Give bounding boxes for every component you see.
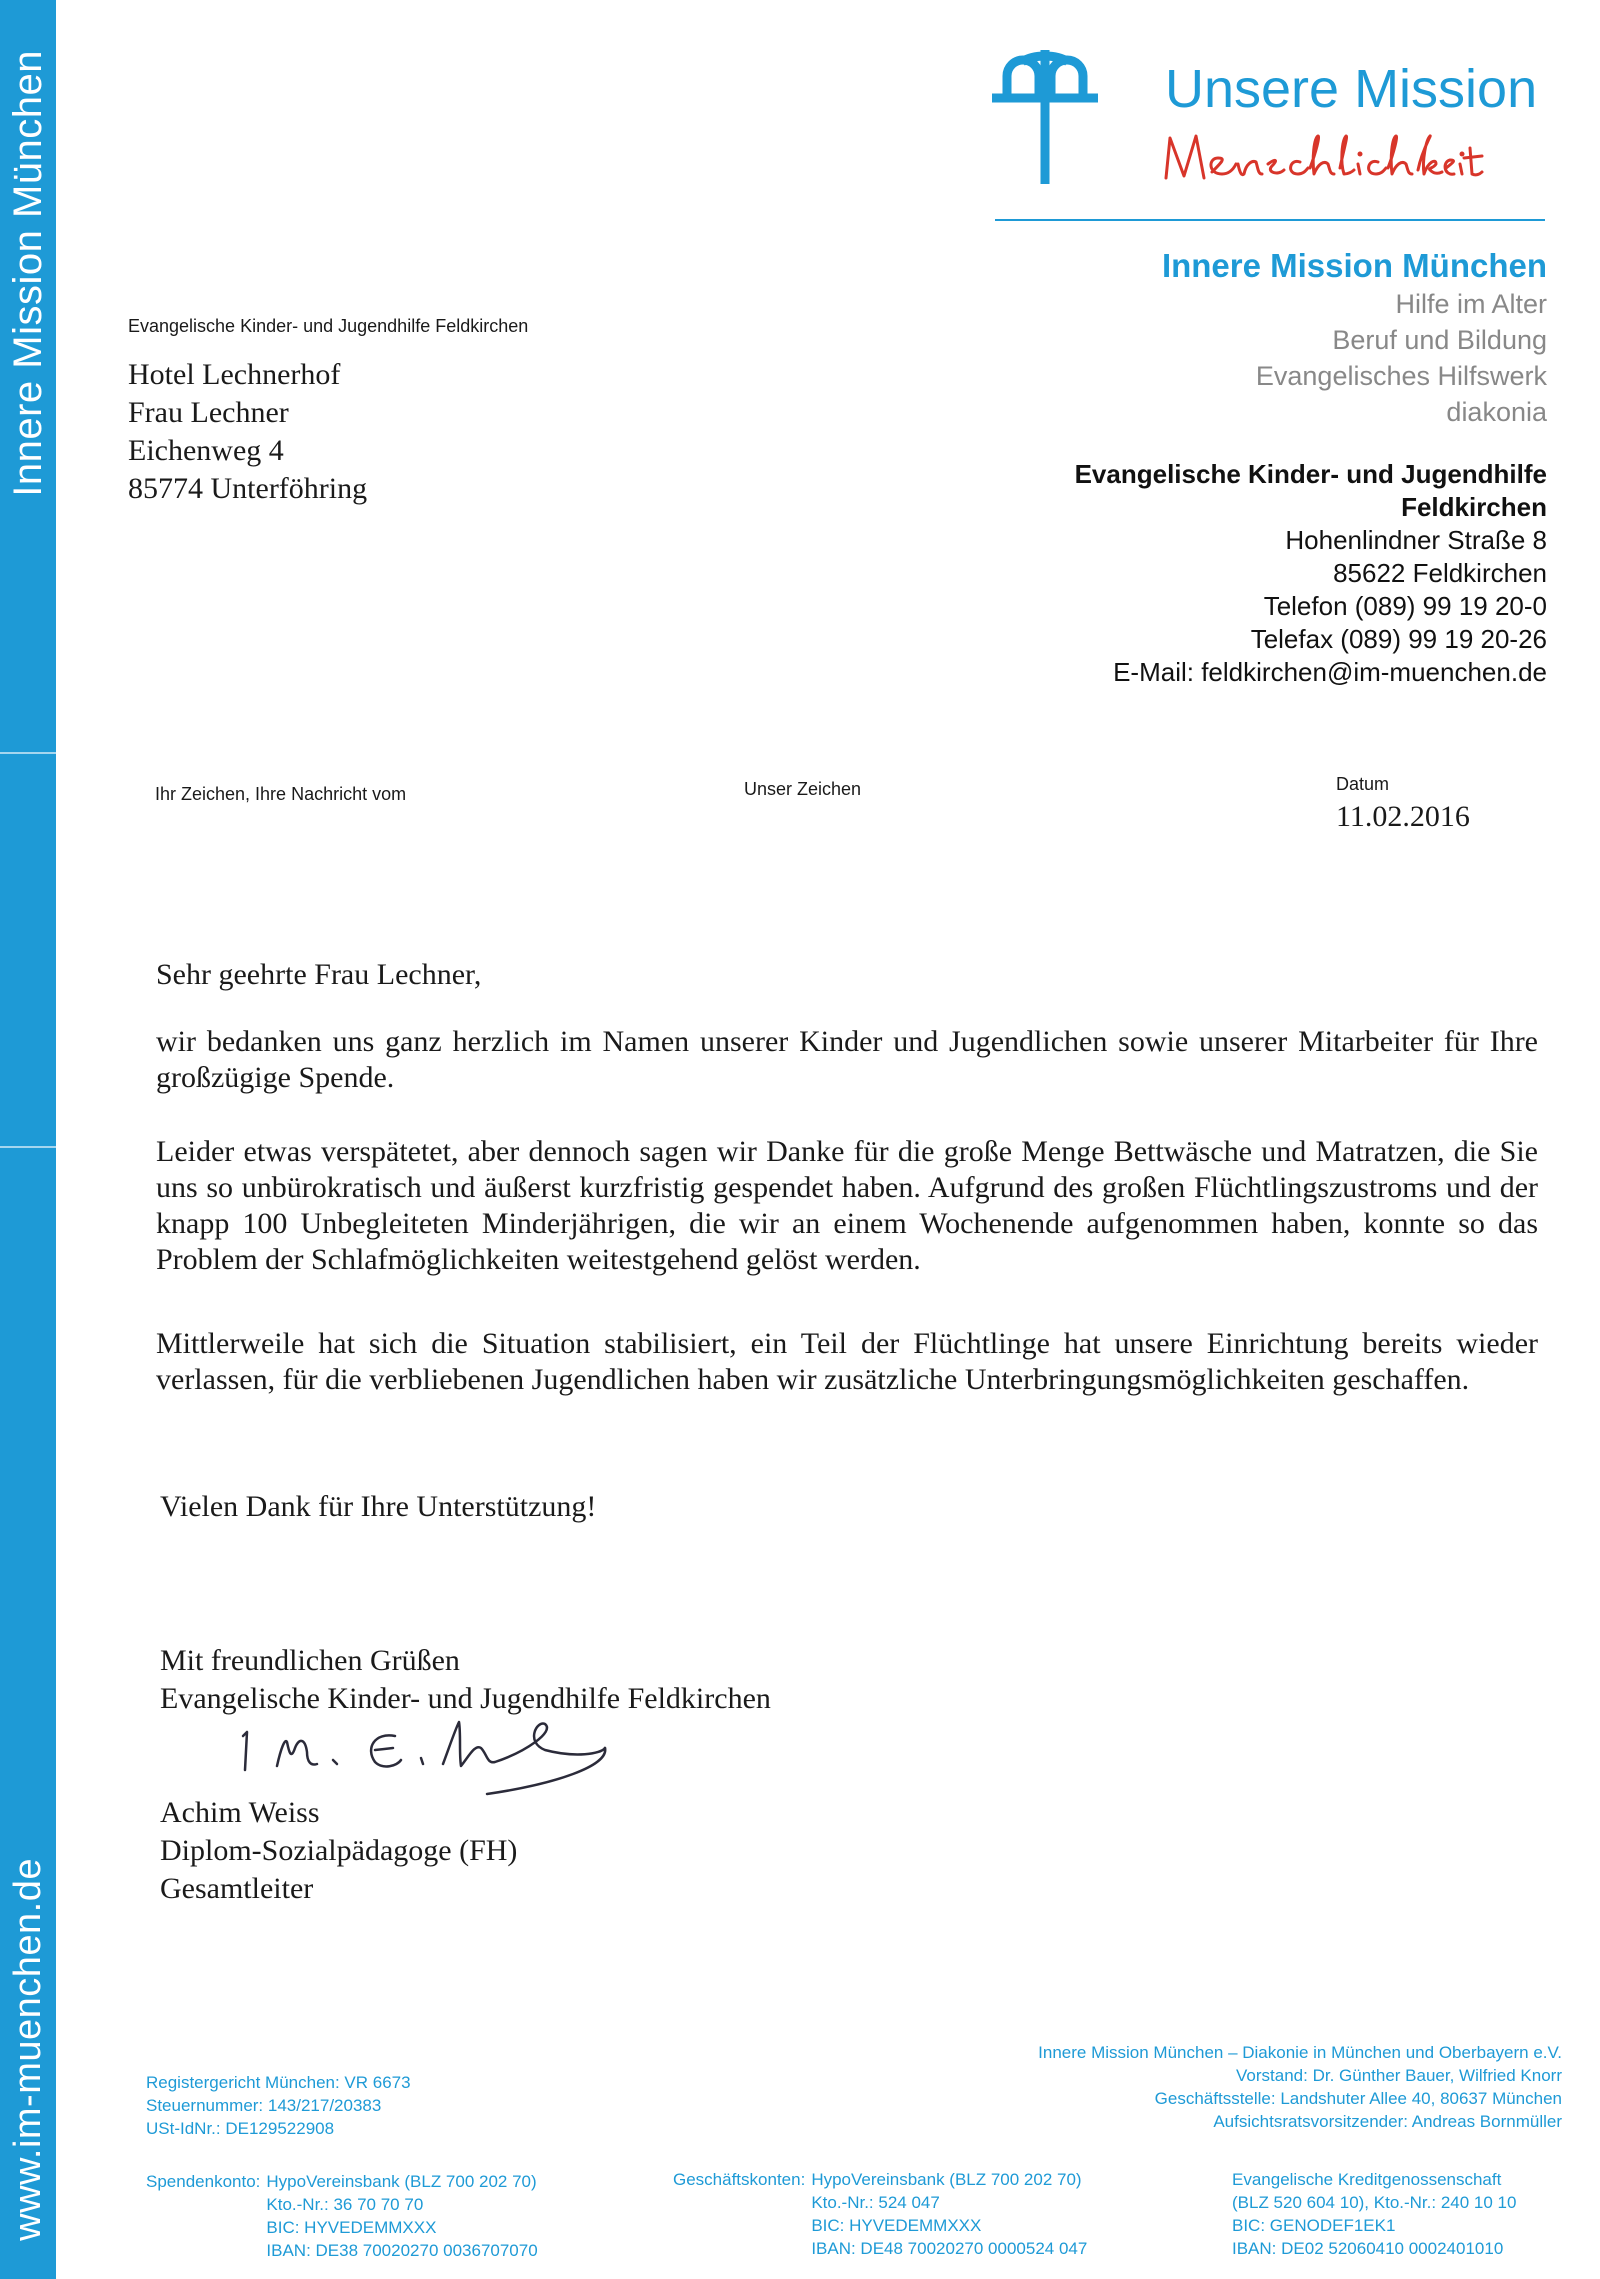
footer-line: USt-IdNr.: DE129522908 bbox=[146, 2119, 335, 2138]
org-division: Beruf und Bildung bbox=[1332, 325, 1547, 355]
footer-donation-account bbox=[146, 2170, 538, 2262]
recipient-line: Hotel Lechnerhof bbox=[128, 358, 341, 391]
letter-date: 11.02.2016 bbox=[1336, 800, 1470, 833]
greeting-org: Evangelische Kinder- und Jugendhilfe Feldkirchen bbox=[160, 1682, 771, 1715]
diakonie-cross-icon bbox=[990, 42, 1100, 187]
account-bank: HypoVereinsbank (BLZ 700 202 70) bbox=[811, 2170, 1082, 2189]
account-iban: IBAN: DE02 52060410 0002401010 bbox=[1232, 2239, 1504, 2258]
signer-role: Gesamtleiter bbox=[160, 1872, 314, 1905]
unit-name: Feldkirchen bbox=[1401, 492, 1547, 522]
date-label: Datum bbox=[1336, 774, 1390, 794]
account-number: Kto.-Nr.: 36 70 70 70 bbox=[266, 2195, 424, 2214]
fold-mark bbox=[0, 1146, 56, 1148]
body-paragraph: Mittlerweile hat sich die Situation stabilisiert, ein Teil der Flüchtlinge hat unsere Einrichtung bereits wieder verlassen, für die verbliebenen Jugendlichen haben wir zusätzliche Unterbringungsmöglichkeiten geschaffen. bbox=[156, 1327, 1538, 1396]
account-bank: Evangelische Kreditgenossenschaft bbox=[1232, 2170, 1502, 2189]
side-strip bbox=[0, 0, 56, 2279]
org-division: diakonia bbox=[1446, 397, 1547, 427]
footer-line: Steuernummer: 143/217/20383 bbox=[146, 2096, 382, 2115]
footer-line: Innere Mission München – Diakonie in München und Oberbayern e.V. bbox=[1038, 2043, 1562, 2062]
ref-our-label: Unser Zeichen bbox=[744, 779, 862, 799]
footer-org-info bbox=[1038, 2041, 1562, 2133]
fold-mark bbox=[0, 752, 56, 754]
unit-phone: Telefon (089) 99 19 20-0 bbox=[1263, 591, 1547, 621]
signer-block bbox=[160, 1794, 517, 1908]
recipient-line: Eichenweg 4 bbox=[128, 434, 284, 467]
footer-line: Aufsichtsratsvorsitzender: Andreas Bornmüller bbox=[1213, 2112, 1562, 2131]
footer-line: Vorstand: Dr. Günther Bauer, Wilfried Knorr bbox=[1236, 2066, 1562, 2085]
salutation: Sehr geehrte Frau Lechner, bbox=[156, 958, 482, 991]
recipient-line: Frau Lechner bbox=[128, 396, 289, 429]
sender-return-line: Evangelische Kinder- und Jugendhilfe Feldkirchen bbox=[128, 316, 529, 336]
org-name: Innere Mission München bbox=[1161, 247, 1547, 284]
side-strip-website: www.im-muenchen.de bbox=[7, 1858, 49, 2241]
unit-city: 85622 Feldkirchen bbox=[1333, 558, 1547, 588]
account-iban: IBAN: DE48 70020270 0000524 047 bbox=[811, 2239, 1088, 2258]
greeting-line: Mit freundlichen Grüßen bbox=[160, 1644, 460, 1677]
side-strip-org-name: Innere Mission München bbox=[6, 50, 50, 497]
unit-fax: Telefax (089) 99 19 20-26 bbox=[1250, 624, 1547, 654]
footer-line: Geschäftsstelle: Landshuter Allee 40, 80637 München bbox=[1154, 2089, 1562, 2108]
ref-their-label: Ihr Zeichen, Ihre Nachricht vom bbox=[155, 784, 407, 804]
unit-name: Evangelische Kinder- und Jugendhilfe bbox=[1074, 459, 1547, 489]
recipient-address bbox=[128, 356, 367, 508]
account-number: (BLZ 520 604 10), Kto.-Nr.: 240 10 10 bbox=[1232, 2193, 1517, 2212]
unit-contact-block bbox=[1075, 458, 1547, 689]
org-division: Evangelisches Hilfswerk bbox=[1255, 361, 1547, 391]
footer-register-info bbox=[146, 2071, 411, 2140]
body-paragraph: Leider etwas verspätetet, aber dennoch sagen wir Danke für die große Menge Bettwäsche und Matratzen, die Sie uns so unbürokratisch und äußerst kurzfristig gespendet haben. Aufgrund des großen Flüchtlingszustroms und der knapp 100 Unbegleiteten Minderjährigen, die wir an einem Wochenende aufgenommen haben, konnte so das Problem der Schlafmöglichkeiten weitestgehend gelöst werden. bbox=[156, 1135, 1538, 1276]
signer-name: Achim Weiss bbox=[160, 1796, 320, 1829]
account-label: Geschäftskonten: bbox=[673, 2170, 806, 2189]
org-block bbox=[1162, 246, 1547, 430]
greeting bbox=[160, 1642, 771, 1718]
footer-line: Registergericht München: VR 6673 bbox=[146, 2073, 411, 2092]
account-bank: HypoVereinsbank (BLZ 700 202 70) bbox=[266, 2172, 537, 2191]
recipient-line: 85774 Unterföhring bbox=[128, 472, 368, 505]
account-bic: BIC: HYVEDEMMXXX bbox=[811, 2216, 982, 2235]
footer-business-account bbox=[673, 2168, 1087, 2260]
logo-tagline-handwriting bbox=[1160, 128, 1550, 194]
body-paragraph: wir bedanken uns ganz herzlich im Namen unserer Kinder und Jugendlichen sowie unserer Mitarbeiter für Ihre großzügige Spende. bbox=[156, 1025, 1538, 1094]
header-rule bbox=[995, 219, 1545, 221]
unit-street: Hohenlindner Straße 8 bbox=[1285, 525, 1547, 555]
account-iban: IBAN: DE38 70020270 0036707070 bbox=[266, 2241, 538, 2260]
account-number: Kto.-Nr.: 524 047 bbox=[811, 2193, 940, 2212]
unit-email: E-Mail: feldkirchen@im-muenchen.de bbox=[1113, 657, 1547, 687]
account-bic: BIC: GENODEF1EK1 bbox=[1232, 2216, 1396, 2235]
closing-thanks: Vielen Dank für Ihre Unterstützung! bbox=[160, 1490, 597, 1523]
footer-credit-account bbox=[1232, 2168, 1516, 2260]
account-bic: BIC: HYVEDEMMXXX bbox=[266, 2218, 437, 2237]
account-label: Spendenkonto: bbox=[146, 2172, 261, 2191]
logo-title: Unsere Mission bbox=[1165, 59, 1538, 119]
org-division: Hilfe im Alter bbox=[1395, 289, 1547, 319]
handwritten-signature bbox=[225, 1708, 685, 1804]
signer-title: Diplom-Sozialpädagoge (FH) bbox=[160, 1834, 518, 1867]
